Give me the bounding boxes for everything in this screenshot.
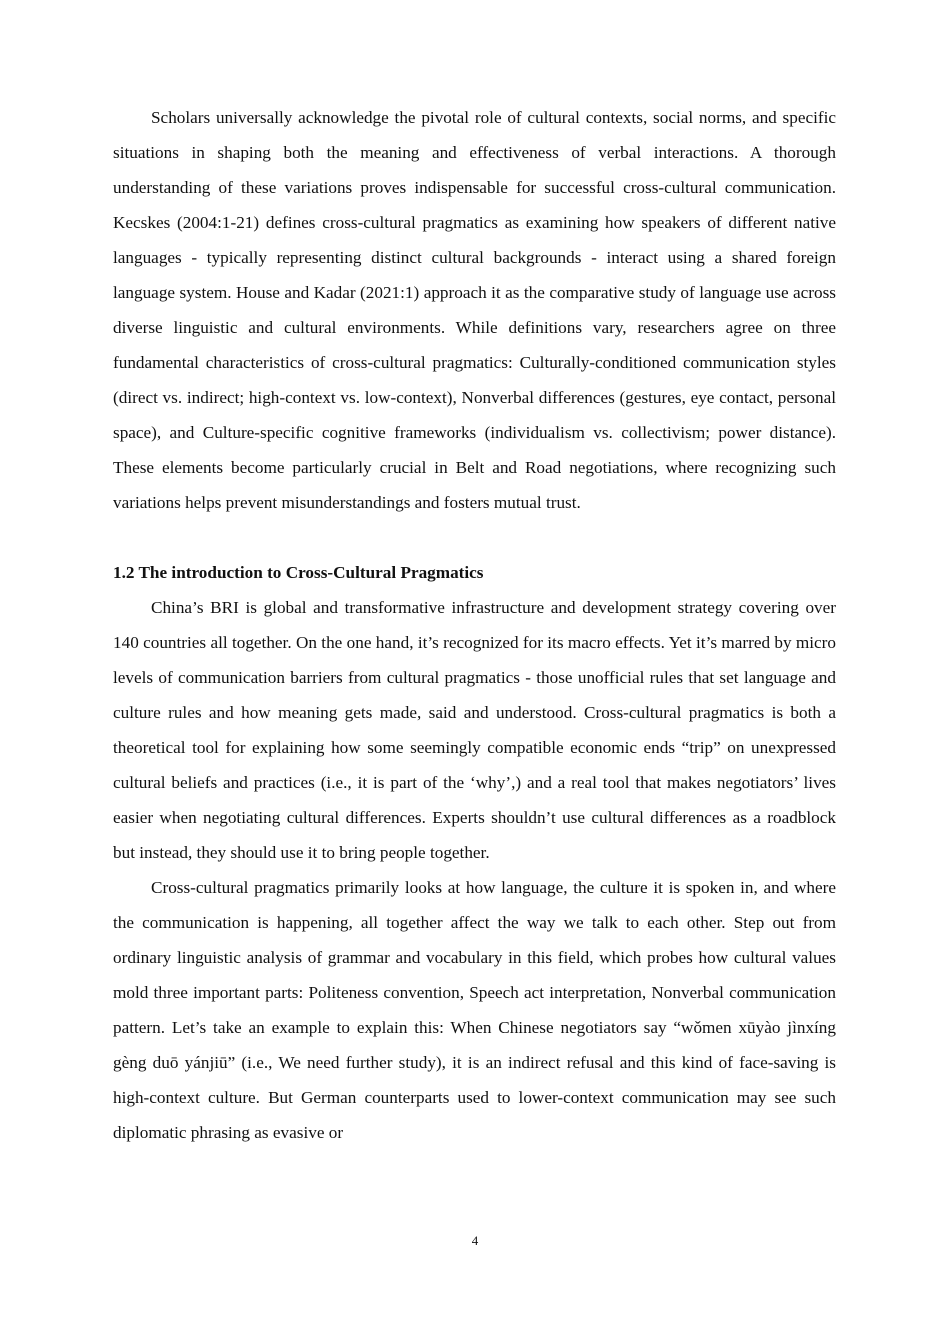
section-paragraph-2: Cross-cultural pragmatics primarily looks at how language, the culture it is spoken in, and where the communication is happening, all together affect the way we talk to each other. Step out from ordinary linguistic analysis of grammar and vocabulary in this field, which probes how cultural values mold three important parts: Politeness convention, Speech act interpretation, Nonverbal communication pattern. Let’s take an example to explain this: When Chinese negotiators say “wǒmen xūyào jìnxíng gèng duō yánjiū” (i.e., We need further study), it is an indirect refusal and this kind of face-saving is high-context culture. But German counterparts used to lower-context communication may see such diplomatic phrasing as evasive or [113,878,836,1142]
page-number: 4 [471,1233,479,1248]
intro-paragraph: Scholars universally acknowledge the pivotal role of cultural contexts, social norms, and specific situations in shaping both the meaning and effectiveness of verbal interactions. A thorough understanding of these variations proves indispensable for successful cross-cultural communication. Kecskes (2004:1-21) defines cross-cultural pragmatics as examining how speakers of different native languages - typically representing distinct cultural backgrounds - interact using a shared foreign language system. House and Kadar (2021:1) approach it as the comparative study of language use across diverse linguistic and cultural environments. While definitions vary, researchers agree on three fundamental characteristics of cross-cultural pragmatics: Culturally-conditioned communication styles (direct vs. indirect; high-context vs. low-context), Nonverbal differences (gestures, eye contact, personal space), and Culture-specific cognitive frameworks (individualism vs. collectivism; power distance). These elements become particularly crucial in Belt and Road negotiations, where recognizing such variations helps prevent misunderstandings and fosters mutual trust. [113,108,836,512]
section-paragraph-1: China’s BRI is global and transformative infrastructure and development strategy covering over 140 countries all together. On the one hand, it’s recognized for its macro effects. Yet it’s marred by micro levels of communication barriers from cultural pragmatics - those unofficial rules that set language and culture rules and how meaning gets made, said and understood. Cross-cultural pragmatics is both a theoretical tool for explaining how some seemingly compatible economic ends “trip” on unexpressed cultural beliefs and practices (i.e., it is part of the ‘why’,) and a real tool that makes negotiators’ lives easier when negotiating cultural differences. Experts shouldn’t use cultural differences as a roadblock but instead, they should use it to bring people together. [113,598,836,862]
section-heading: 1.2 The introduction to Cross-Cultural Pragmatics [113,563,484,582]
document-body [113,100,836,1150]
